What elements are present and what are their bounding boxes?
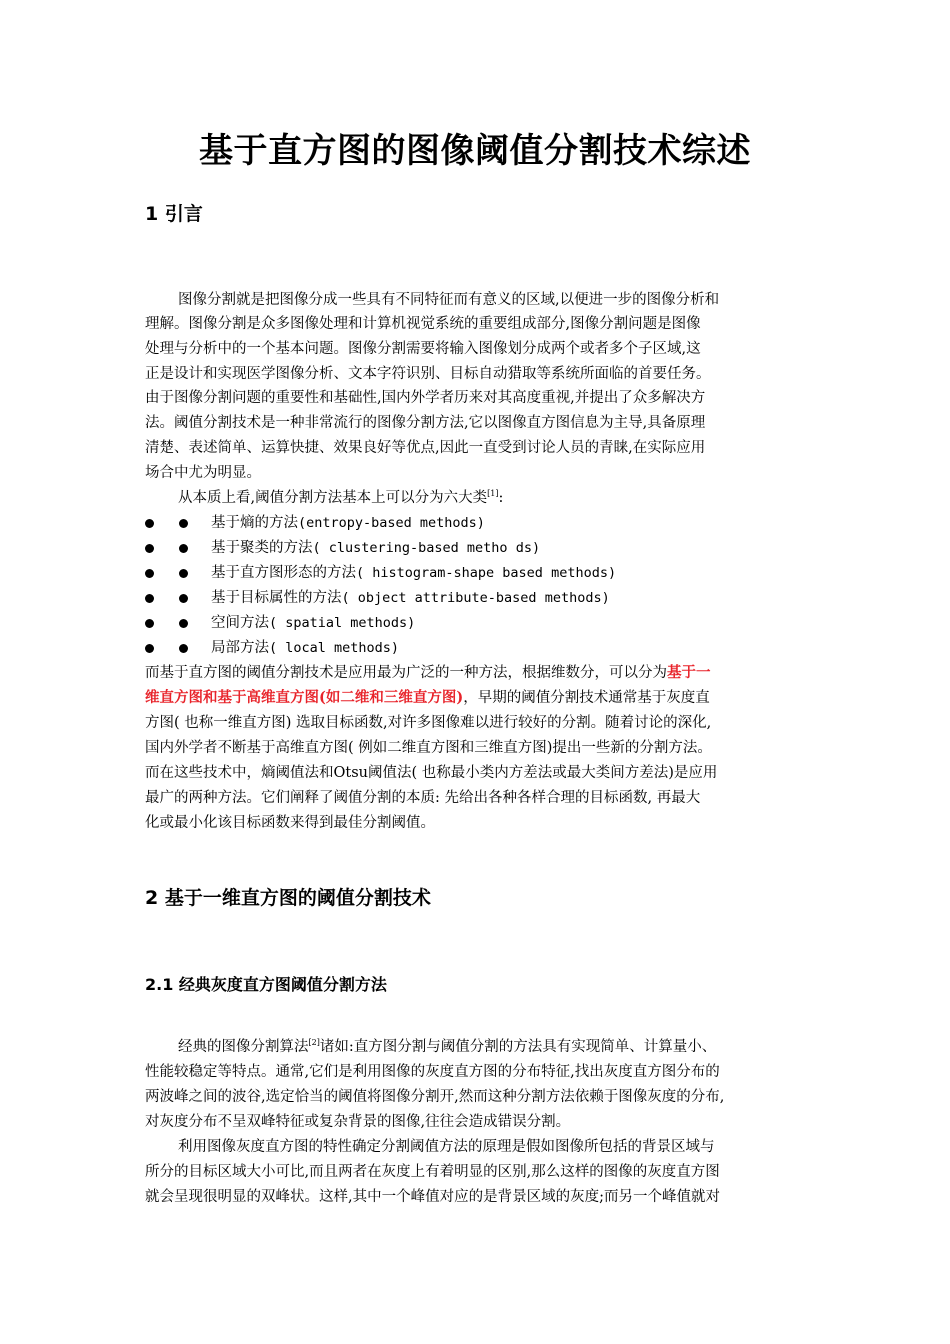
list-item [145,611,810,635]
citation[interactable]: [2] [308,1038,320,1048]
paragraph-line: 国内外学者不断基于高维直方图( 例如二维直方图和三维直方图)提出一些新的分割方法。 [145,740,712,756]
paragraph-line: 对灰度分布不呈双峰特征或复杂背景的图像,往往会造成错误分割。 [145,1114,571,1130]
bullet-icon [179,619,188,628]
subsection-2-1-heading: 2.1 经典灰度直方图阈值分割方法 [145,975,387,994]
paragraph-line [145,661,810,685]
list-item [145,636,810,660]
paragraph-line: 最广的两种方法。它们阐释了阈值分割的本质: 先给出各种各样合理的目标函数, 再最大 [145,790,701,806]
paragraph-line: 就会呈现很明显的双峰状。这样,其中一个峰值对应的是背景区域的灰度;而另一个峰值就对 [145,1189,720,1205]
paragraph-line: 图像分割就是把图像分成一些具有不同特征而有意义的区域,以便进一步的图像分析和 [178,292,720,308]
paragraph-line: 场合中尤为明显。 [145,465,261,481]
list-item-english: ( clustering-based metho ds) [312,540,541,556]
list-item-label: 基于聚类的方法 [211,540,313,556]
bullet-icon [179,644,188,653]
paragraph-line: 性能较稳定等特点。通常,它们是利用图像的灰度直方图的分布特征,找出灰度直方图分布的 [145,1064,720,1080]
paragraph-text: : [498,490,504,506]
list-item [145,586,810,610]
section-2-heading: 2 基于一维直方图的阈值分割技术 [145,887,431,909]
list-item-label: 基于直方图形态的方法 [211,565,356,581]
section-1-heading: 1 引言 [145,203,203,225]
bullet-icon [145,644,154,653]
list-item-label: 局部方法 [211,640,269,656]
list-item-english: ( histogram-shape based methods) [356,565,617,581]
list-item-label: 基于熵的方法 [211,515,298,531]
list-item-english: ( spatial methods) [269,615,416,631]
paragraph-line: 处理与分析中的一个基本问题。图像分割需要将输入图像划分成两个或者多个子区域,这 [145,341,701,357]
bullet-icon [145,544,154,553]
document-title: 基于直方图的图像阈值分割技术综述 [199,131,751,171]
paragraph-line [145,686,810,710]
bullet-icon [179,544,188,553]
list-item-english: ( local methods) [269,640,400,656]
bullet-icon [145,569,154,578]
list-item-label: 空间方法 [211,615,269,631]
paragraph-line: 方图( 也称一维直方图) 选取目标函数,对许多图像难以进行较好的分割。随着讨论的深化, [145,715,712,731]
list-item-english: (entropy-based methods) [298,515,485,531]
highlighted-text: 基于一 [667,664,711,681]
paragraph-line [178,486,810,510]
citation[interactable]: [1] [487,489,499,499]
highlighted-text: 维直方图和基于高维直方图(如二维和三维直方图) [145,689,464,706]
paragraph-line: 正是设计和实现医学图像分析、文本字符识别、目标自动猎取等系统所面临的首要任务。 [145,366,711,382]
bullet-icon [145,519,154,528]
bullet-icon [145,619,154,628]
paragraph-text: ，早期的阈值分割技术通常基于灰度直 [463,690,710,706]
list-item [145,561,810,585]
bullet-icon [179,519,188,528]
paragraph-line: 两波峰之间的波谷,选定恰当的阈值将图像分割开,然而这种分割方法依赖于图像灰度的分布, [145,1089,725,1105]
list-item [145,511,810,535]
paragraph-line [178,1035,810,1059]
paragraph-line: 而在这些技术中，熵阈值法和Otsu阈值法( 也称最小类内方差法或最大类间方差法)是应用 [145,765,718,781]
list-item-label: 基于目标属性的方法 [211,590,342,606]
paragraph-text: 经典的图像分割算法 [178,1039,309,1055]
paragraph-text: 从本质上看,阈值分割方法基本上可以分为六大类 [178,490,488,506]
list-item-english: ( object attribute-based methods) [341,590,610,606]
paragraph-line: 法。阈值分割技术是一种非常流行的图像分割方法,它以图像直方图信息为主导,具备原理 [145,415,706,431]
paragraph-line: 所分的目标区域大小可比,而且两者在灰度上有着明显的区别,那么这样的图像的灰度直方图 [145,1164,720,1180]
paragraph-line: 理解。图像分割是众多图像处理和计算机视觉系统的重要组成部分,图像分割问题是图像 [145,316,701,332]
bullet-icon [179,569,188,578]
bullet-icon [145,594,154,603]
list-item [145,536,810,560]
paragraph-line: 利用图像灰度直方图的特性确定分割阈值方法的原理是假如图像所包括的背景区域与 [178,1139,715,1155]
paragraph-line: 由于图像分割问题的重要性和基础性,国内外学者历来对其高度重视,并提出了众多解决方 [145,390,706,406]
paragraph-line: 清楚、表述简单、运算快捷、效果良好等优点,因此一直受到讨论人员的青睐,在实际应用 [145,440,706,456]
paragraph-text: 而基于直方图的阈值分割技术是应用最为广泛的一种方法，根据维数分，可以分为 [145,665,667,681]
paragraph-line: 化或最小化该目标函数来得到最佳分割阈值。 [145,815,435,831]
paragraph-text: 诸如:直方图分割与阈值分割的方法具有实现简单、计算量小、 [319,1039,717,1055]
bullet-icon [179,594,188,603]
